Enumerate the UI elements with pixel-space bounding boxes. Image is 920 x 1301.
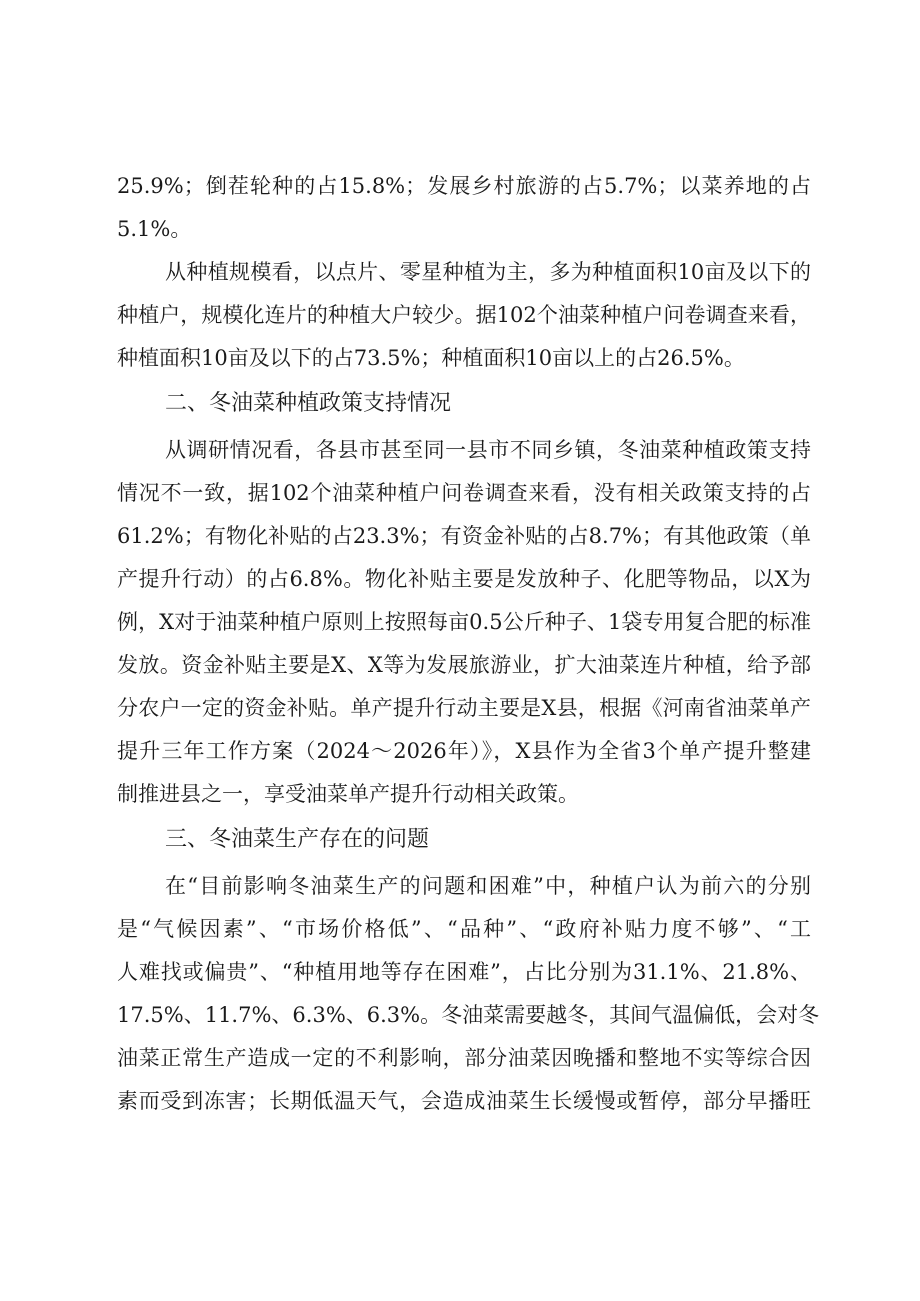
paragraph-line: 61.2%；有物化补贴的占23.3%；有资金补贴的占8.7%；有其他政策（单 <box>117 524 811 548</box>
section-heading: 二、冬油菜种植政策支持情况 <box>165 391 452 416</box>
paragraph-line: 油菜正常生产造成一定的不利影响，部分油菜因晚播和整地不实等综合因 <box>117 1046 811 1070</box>
paragraph-line: 发放。资金补贴主要是X、X等为发展旅游业，扩大油菜连片种植，给予部 <box>117 653 811 677</box>
paragraph-line: 制推进县之一，享受油菜单产提升行动相关政策。 <box>117 782 579 806</box>
paragraph-line: 从调研情况看，各县市甚至同一县市不同乡镇，冬油菜种植政策支持 <box>165 438 811 462</box>
paragraph-line: 是“气候因素”、“市场价格低”、“品种”、“政府补贴力度不够”、“工 <box>117 917 811 941</box>
paragraph-line: 产提升行动）的占6.8%。物化补贴主要是发放种子、化肥等物品，以X为 <box>117 567 811 591</box>
paragraph-line: 素而受到冻害；长期低温天气，会造成油菜生长缓慢或暂停，部分早播旺 <box>117 1089 811 1113</box>
paragraph-line: 从种植规模看，以点片、零星种植为主，多为种植面积10亩及以下的 <box>165 260 811 284</box>
paragraph-line: 提升三年工作方案（2024～2026年）》，X县作为全省3个单产提升整建 <box>117 739 811 763</box>
paragraph-line: 分农户一定的资金补贴。单产提升行动主要是X县，根据《河南省油菜单产 <box>117 696 811 720</box>
section-heading: 三、冬油菜生产存在的问题 <box>165 827 430 852</box>
paragraph-line: 种植面积10亩及以下的占73.5%；种植面积10亩以上的占26.5%。 <box>117 346 745 370</box>
paragraph-line: 例，X对于油菜种植户原则上按照每亩0.5公斤种子、1袋专用复合肥的标准 <box>117 610 811 634</box>
paragraph-line: 17.5%、11.7%、6.3%、6.3%。冬油菜需要越冬，其间气温偏低，会对冬 <box>117 1003 820 1027</box>
paragraph-line: 在“目前影响冬油菜生产的问题和困难”中，种植户认为前六的分别 <box>165 874 811 898</box>
paragraph-line: 5.1%。 <box>117 217 192 241</box>
paragraph-line: 人难找或偏贵”、“种植用地等存在困难”，占比分别为31.1%、21.8%、 <box>117 960 811 984</box>
paragraph-line: 25.9%；倒茬轮种的占15.8%；发展乡村旅游的占5.7%；以菜养地的占 <box>117 174 811 198</box>
paragraph-line: 种植户，规模化连片的种植大户较少。据102个油菜种植户问卷调查来看， <box>117 303 811 327</box>
paragraph-line: 情况不一致，据102个油菜种植户问卷调查来看，没有相关政策支持的占 <box>117 481 811 505</box>
